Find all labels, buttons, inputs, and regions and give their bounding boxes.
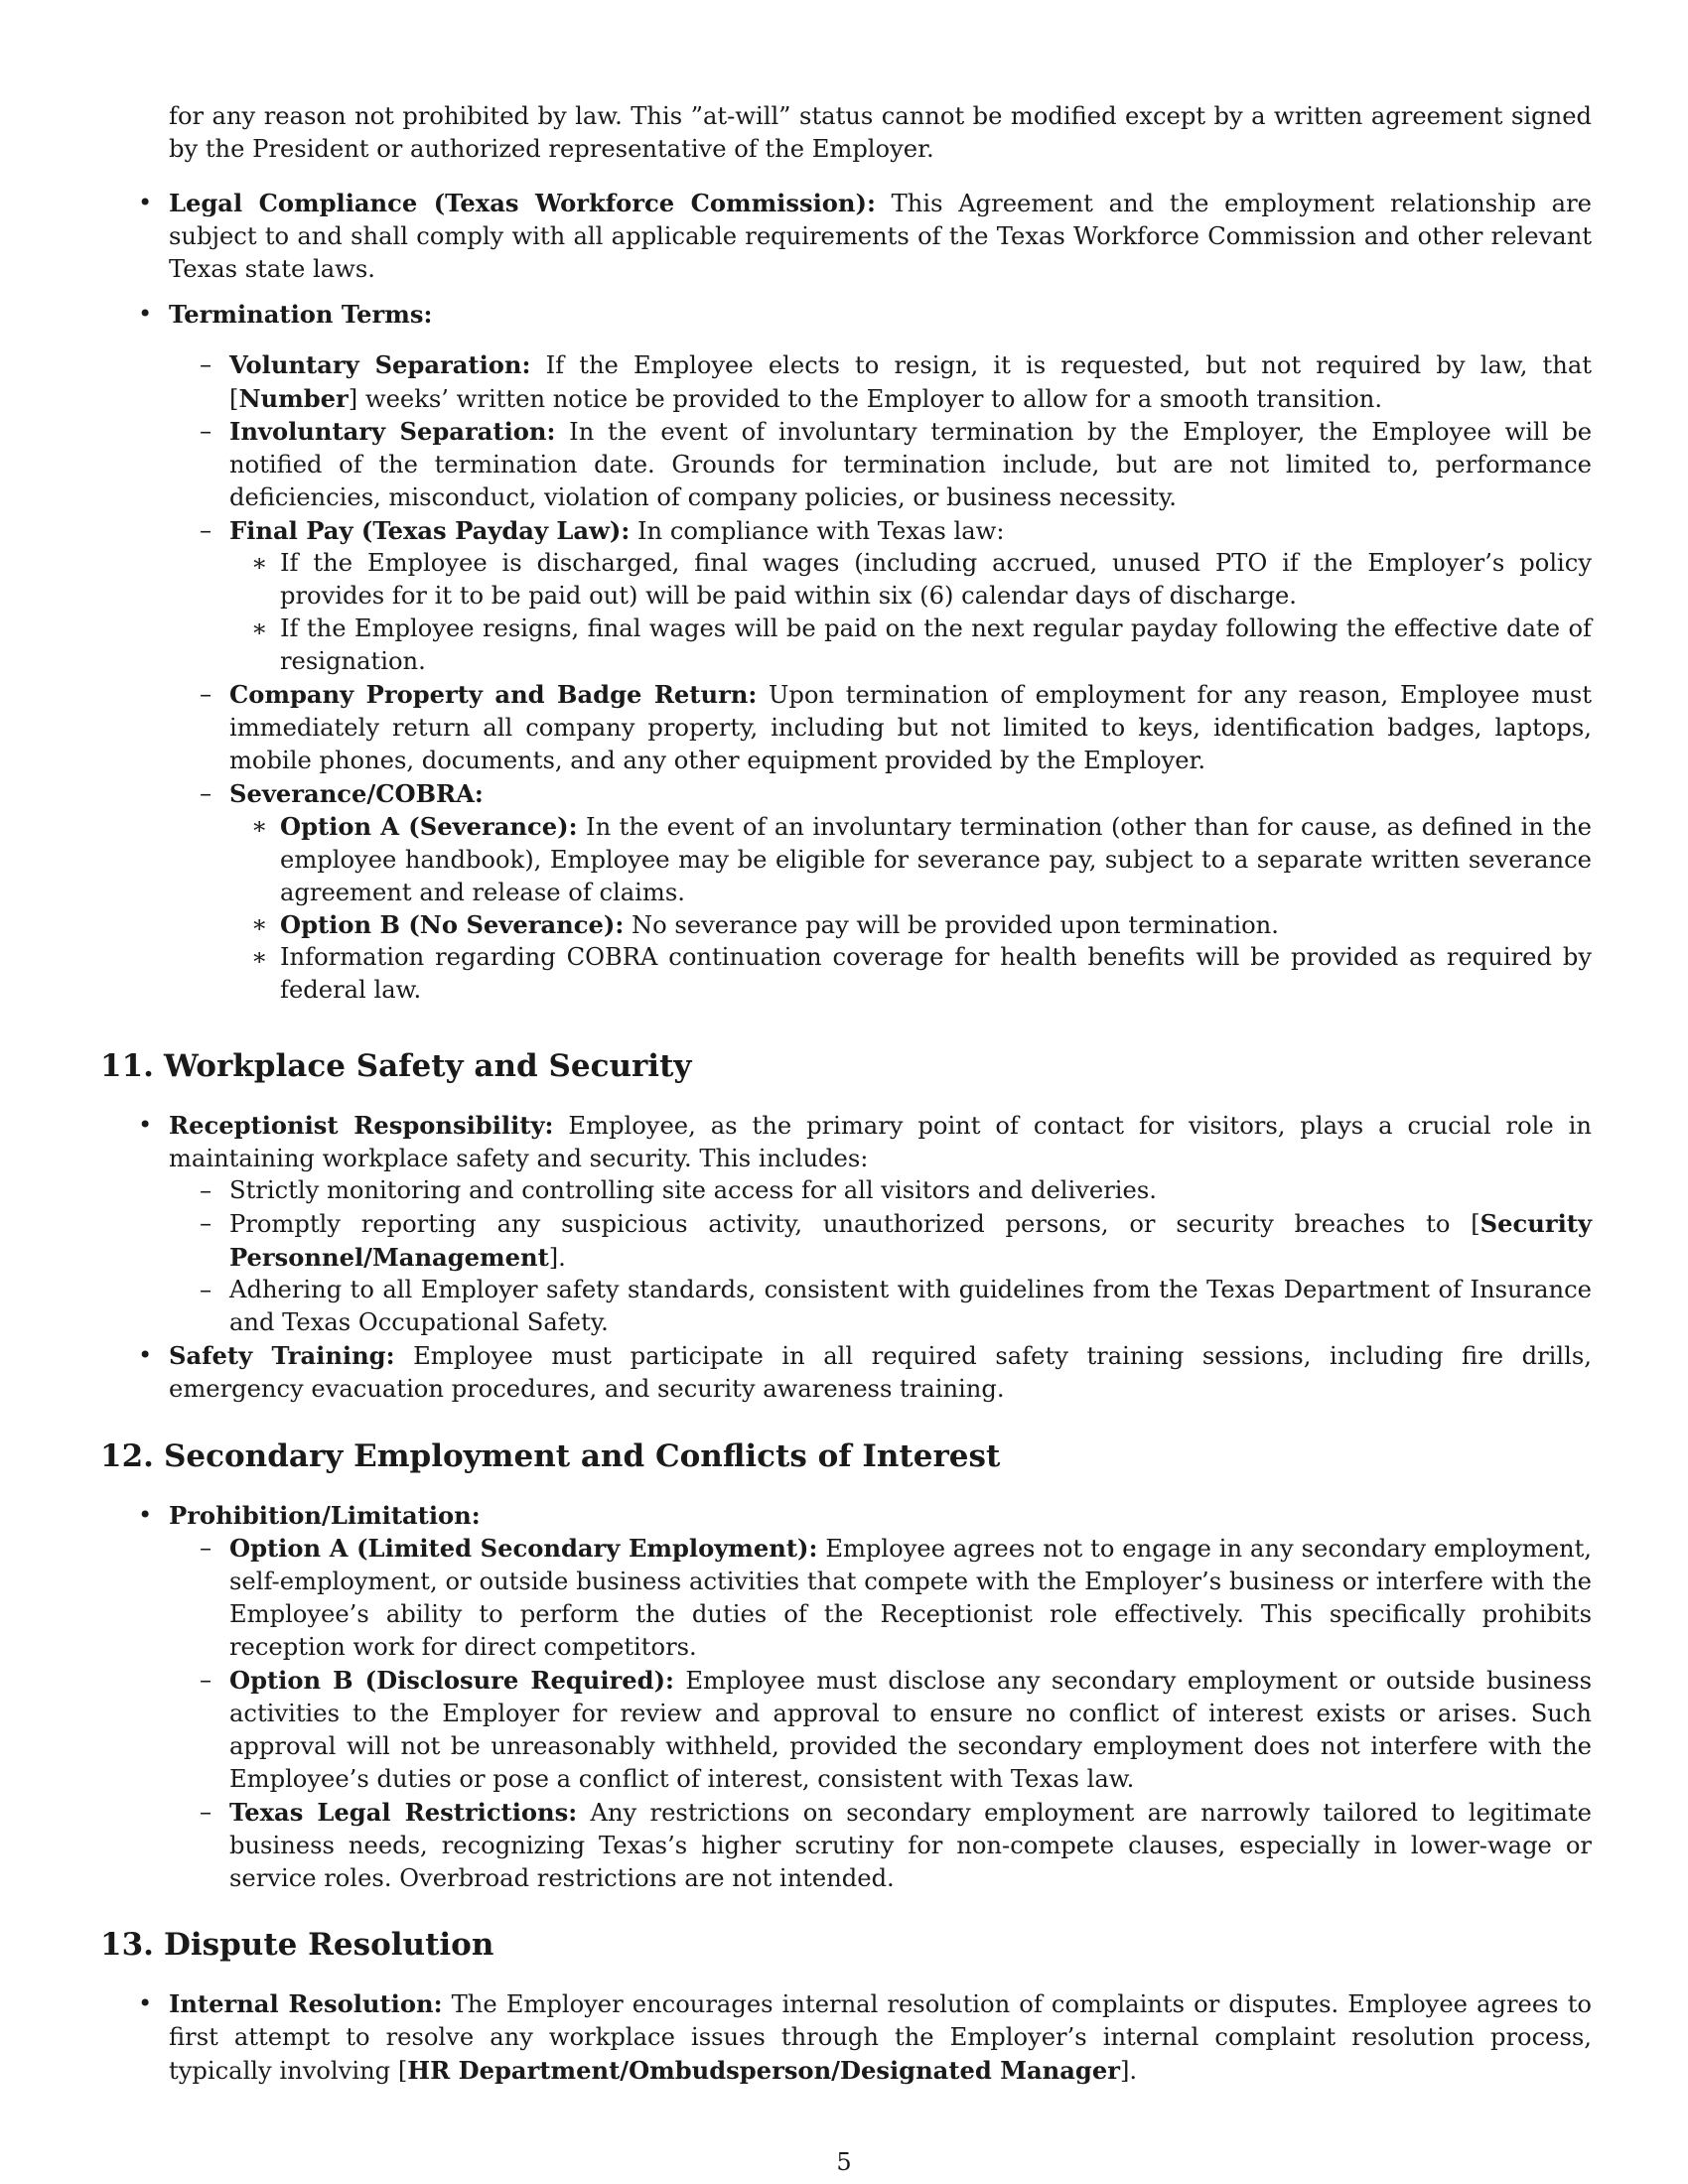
dash-marker: – — [200, 1276, 212, 1303]
reporting-item: Promptly reporting any suspicious activity, unauthorized persons, or security breaches to [Security Personnel/Management]. — [229, 1209, 1592, 1272]
dash-marker: – — [200, 680, 212, 708]
site-access-item: Strictly monitoring and controlling site access for all visitors and deliveries. — [229, 1176, 1157, 1204]
star-marker: ∗ — [251, 910, 268, 938]
involuntary-separation-item: Involuntary Separation: In the event of involuntary termination by the Employer, the Employee will be notified of the termination date. Grounds for termination include, but are not limited to, performance deficiencies, misconduct, violation of company policies, or business necessity. — [229, 417, 1593, 511]
secondary-option-b-item: Option B (Disclosure Required): Employee must disclose any secondary employment or outside business activities to the Employer for review and approval to ensure no conflict of interest exists or arises. Such approval will not be unreasonably withheld, provided the secondary employment does not interfere with the Employee’s duties or pose a conflict of interest, consistent with Texas law. — [229, 1666, 1592, 1793]
dash-marker: – — [200, 1534, 212, 1562]
severance-option-b-item: Option B (No Severance): No severance pay will be provided upon termination. — [280, 910, 1279, 939]
section-11-heading: 11. Workplace Safety and Security — [100, 1048, 692, 1084]
texas-legal-restrictions-item: Texas Legal Restrictions: Any restrictions on secondary employment are narrowly tailored to legitimate business needs, recognizing Texas’s higher scrutiny for non-compete clauses, especially in lower-wage or service roles. Overbroad restrictions are not intended. — [229, 1798, 1592, 1892]
bullet-marker: • — [138, 1111, 153, 1139]
dash-marker: – — [200, 779, 212, 807]
star-marker: ∗ — [251, 614, 268, 642]
bullet-marker: • — [138, 300, 153, 328]
safety-training-item: Safety Training: Employee must participate in all required safety training sessions, including fire drills, emergency evacuation procedures, and security awareness training. — [169, 1341, 1592, 1403]
at-will-continuation: for any reason not prohibited by law. This ”at-will” status cannot be modified except by a written agreement signed by the President or authorized representative of the Employer. — [169, 102, 1592, 163]
section-12-heading: 12. Secondary Employment and Conflicts of Interest — [100, 1438, 1001, 1474]
severance-option-a-item: Option A (Severance): In the event of an involuntary termination (other than for cause, as defined in the employee handbook), Employee may be eligible for severance pay, subject to a separate written severance agreement and release of claims. — [280, 812, 1592, 906]
dash-marker: – — [200, 1798, 212, 1826]
safety-standards-item: Adhering to all Employer safety standards, consistent with guidelines from the Texas Department of Insurance and Texas Occupational Safety. — [229, 1276, 1592, 1336]
star-marker: ∗ — [251, 549, 268, 577]
final-pay-discharged-item: If the Employee is discharged, final wages (including accrued, unused PTO if the Employer’s policy provides for it to be paid out) will be paid within six (6) calendar days of discharge. — [280, 549, 1592, 610]
cobra-item: Information regarding COBRA continuation coverage for health benefits will be provided as required by federal law. — [280, 943, 1592, 1004]
star-marker: ∗ — [251, 943, 268, 971]
dash-marker: – — [200, 1666, 212, 1694]
legal-compliance-item: Legal Compliance (Texas Workforce Commission): This Agreement and the employment relationship are subject to and shall comply with all applicable requirements of the Texas Workforce Commission and other relevant Texas state laws. — [169, 189, 1592, 283]
bullet-marker: • — [138, 189, 153, 216]
final-pay-resigns-item: If the Employee resigns, final wages will be paid on the next regular payday following the effective date of resignation. — [280, 614, 1592, 675]
prohibition-limitation-item: Prohibition/Limitation: — [169, 1501, 481, 1530]
bullet-marker: • — [138, 1989, 153, 2017]
page-number: 5 — [836, 2148, 852, 2176]
secondary-option-a-item: Option A (Limited Secondary Employment): Employee agrees not to engage in any secondary employment, self-employment, or outside business activities that compete with the Employer’s business or interfere with the Employee’s ability to perform the duties of the Receptionist role effectively. This specifically prohibits reception work for direct competitors. — [229, 1534, 1592, 1661]
internal-resolution-item: Internal Resolution: The Employer encourages internal resolution of complaints or disputes. Employee agrees to first attempt to resolve any workplace issues through the Employer’s internal complaint resolution process, typically involving [HR Department/Ombudsperson/Designated Manager]. — [169, 1989, 1592, 2085]
dash-marker: – — [200, 417, 212, 445]
voluntary-separation-item: Voluntary Separation: If the Employee elects to resign, it is requested, but not required by law, that [Number] weeks’ written notice be provided to the Employer to allow for a smooth transition. — [229, 350, 1592, 413]
dash-marker: – — [200, 1176, 212, 1204]
property-return-item: Company Property and Badge Return: Upon termination of employment for any reason, Employee must immediately return all company property, including but not limited to keys, identification badges, laptops, mobile phones, documents, and any other equipment provided by the Employer. — [229, 680, 1592, 774]
bullet-marker: • — [138, 1501, 153, 1529]
dash-marker: – — [200, 1209, 212, 1237]
section-13-heading: 13. Dispute Resolution — [100, 1927, 494, 1963]
termination-terms-item: Termination Terms: — [169, 300, 433, 329]
star-marker: ∗ — [251, 812, 268, 840]
dash-marker: – — [200, 350, 212, 378]
severance-cobra-item: Severance/COBRA: — [229, 779, 484, 808]
dash-marker: – — [200, 516, 212, 544]
bullet-marker: • — [138, 1341, 153, 1369]
receptionist-responsibility-item: Receptionist Responsibility: Employee, as the primary point of contact for visitors, plays a crucial role in maintaining workplace safety and security. This includes: — [169, 1111, 1592, 1172]
final-pay-item: Final Pay (Texas Payday Law): In compliance with Texas law: — [229, 516, 1005, 545]
